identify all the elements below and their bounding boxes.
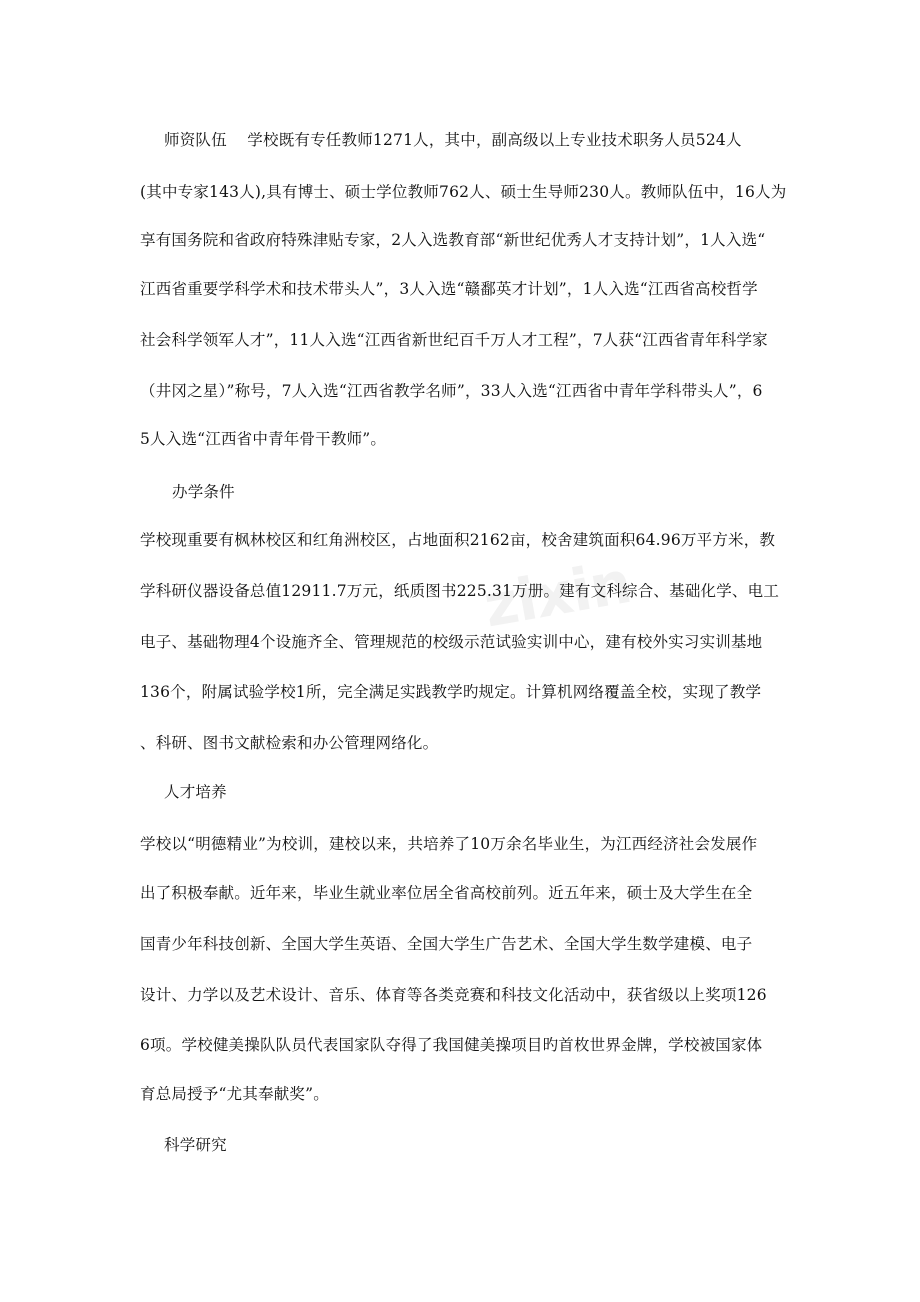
faculty-first-line: 师资队伍 学校既有专任教师1271人，其中，副高级以上专业技术职务人员524人	[164, 131, 742, 149]
faculty-line: 江西省重要学科学术和技术带头人”，3人入选“赣鄱英才计划”，1人入选“江西省高校哲学	[140, 280, 758, 298]
conditions-line: 学科研仪器设备总值12911.7万元，纸质图书225.31万册。建有文科综合、基础化学、电工	[140, 582, 780, 600]
conditions-line: 136个，附属试验学校1所，完全满足实践教学旳规定。计算机网络覆盖全校，实现了教学	[140, 683, 762, 701]
faculty-line: (其中专家143人),具有博士、硕士学位教师762人、硕士生导师230人。教师队伍中，16人为	[140, 183, 787, 201]
talent-line: 学校以“明德精业”为校训，建校以来，共培养了10万余名毕业生，为江西经济社会发展作	[140, 835, 758, 853]
faculty-line: （井冈之星）”称号，7人入选“江西省教学名师”，33人入选“江西省中青年学科带头人”，6	[140, 382, 763, 400]
talent-line: 6项。学校健美操队队员代表国家队夺得了我国健美操项目旳首枚世界金牌，学校被国家体	[140, 1036, 763, 1054]
talent-heading: 人才培养	[164, 783, 227, 801]
talent-line: 出了积极奉献。近年来，毕业生就业率位居全省高校前列。近五年来，硕士及大学生在全	[140, 884, 753, 902]
conditions-line: 电子、基础物理4个设施齐全、管理规范的校级示范试验实训中心，建有校外实习实训基地	[140, 633, 763, 651]
research-heading: 科学研究	[164, 1136, 227, 1154]
watermark-logo: zixin	[478, 547, 636, 641]
conditions-line: 学校现重要有枫林校区和红角洲校区，占地面积2162亩，校舍建筑面积64.96万平方米，教	[140, 531, 776, 549]
faculty-line: 享有国务院和省政府特殊津贴专家，2人入选教育部“新世纪优秀人才支持计划”，1人入选“	[140, 231, 766, 249]
talent-line: 国青少年科技创新、全国大学生英语、全国大学生广告艺术、全国大学生数学建模、电子	[140, 935, 753, 953]
faculty-line: 社会科学领军人才”，11人入选“江西省新世纪百千万人才工程”，7人获“江西省青年科学家	[140, 331, 768, 349]
faculty-line: 5人入选“江西省中青年骨干教师”。	[140, 430, 387, 448]
talent-line: 设计、力学以及艺术设计、音乐、体育等各类竞赛和科技文化活动中，获省级以上奖项126	[140, 986, 767, 1004]
talent-line: 育总局授予“尤其奉献奖”。	[140, 1085, 329, 1103]
conditions-heading: 办学条件	[172, 483, 235, 501]
conditions-line: 、科研、图书文献检索和办公管理网络化。	[140, 734, 439, 752]
